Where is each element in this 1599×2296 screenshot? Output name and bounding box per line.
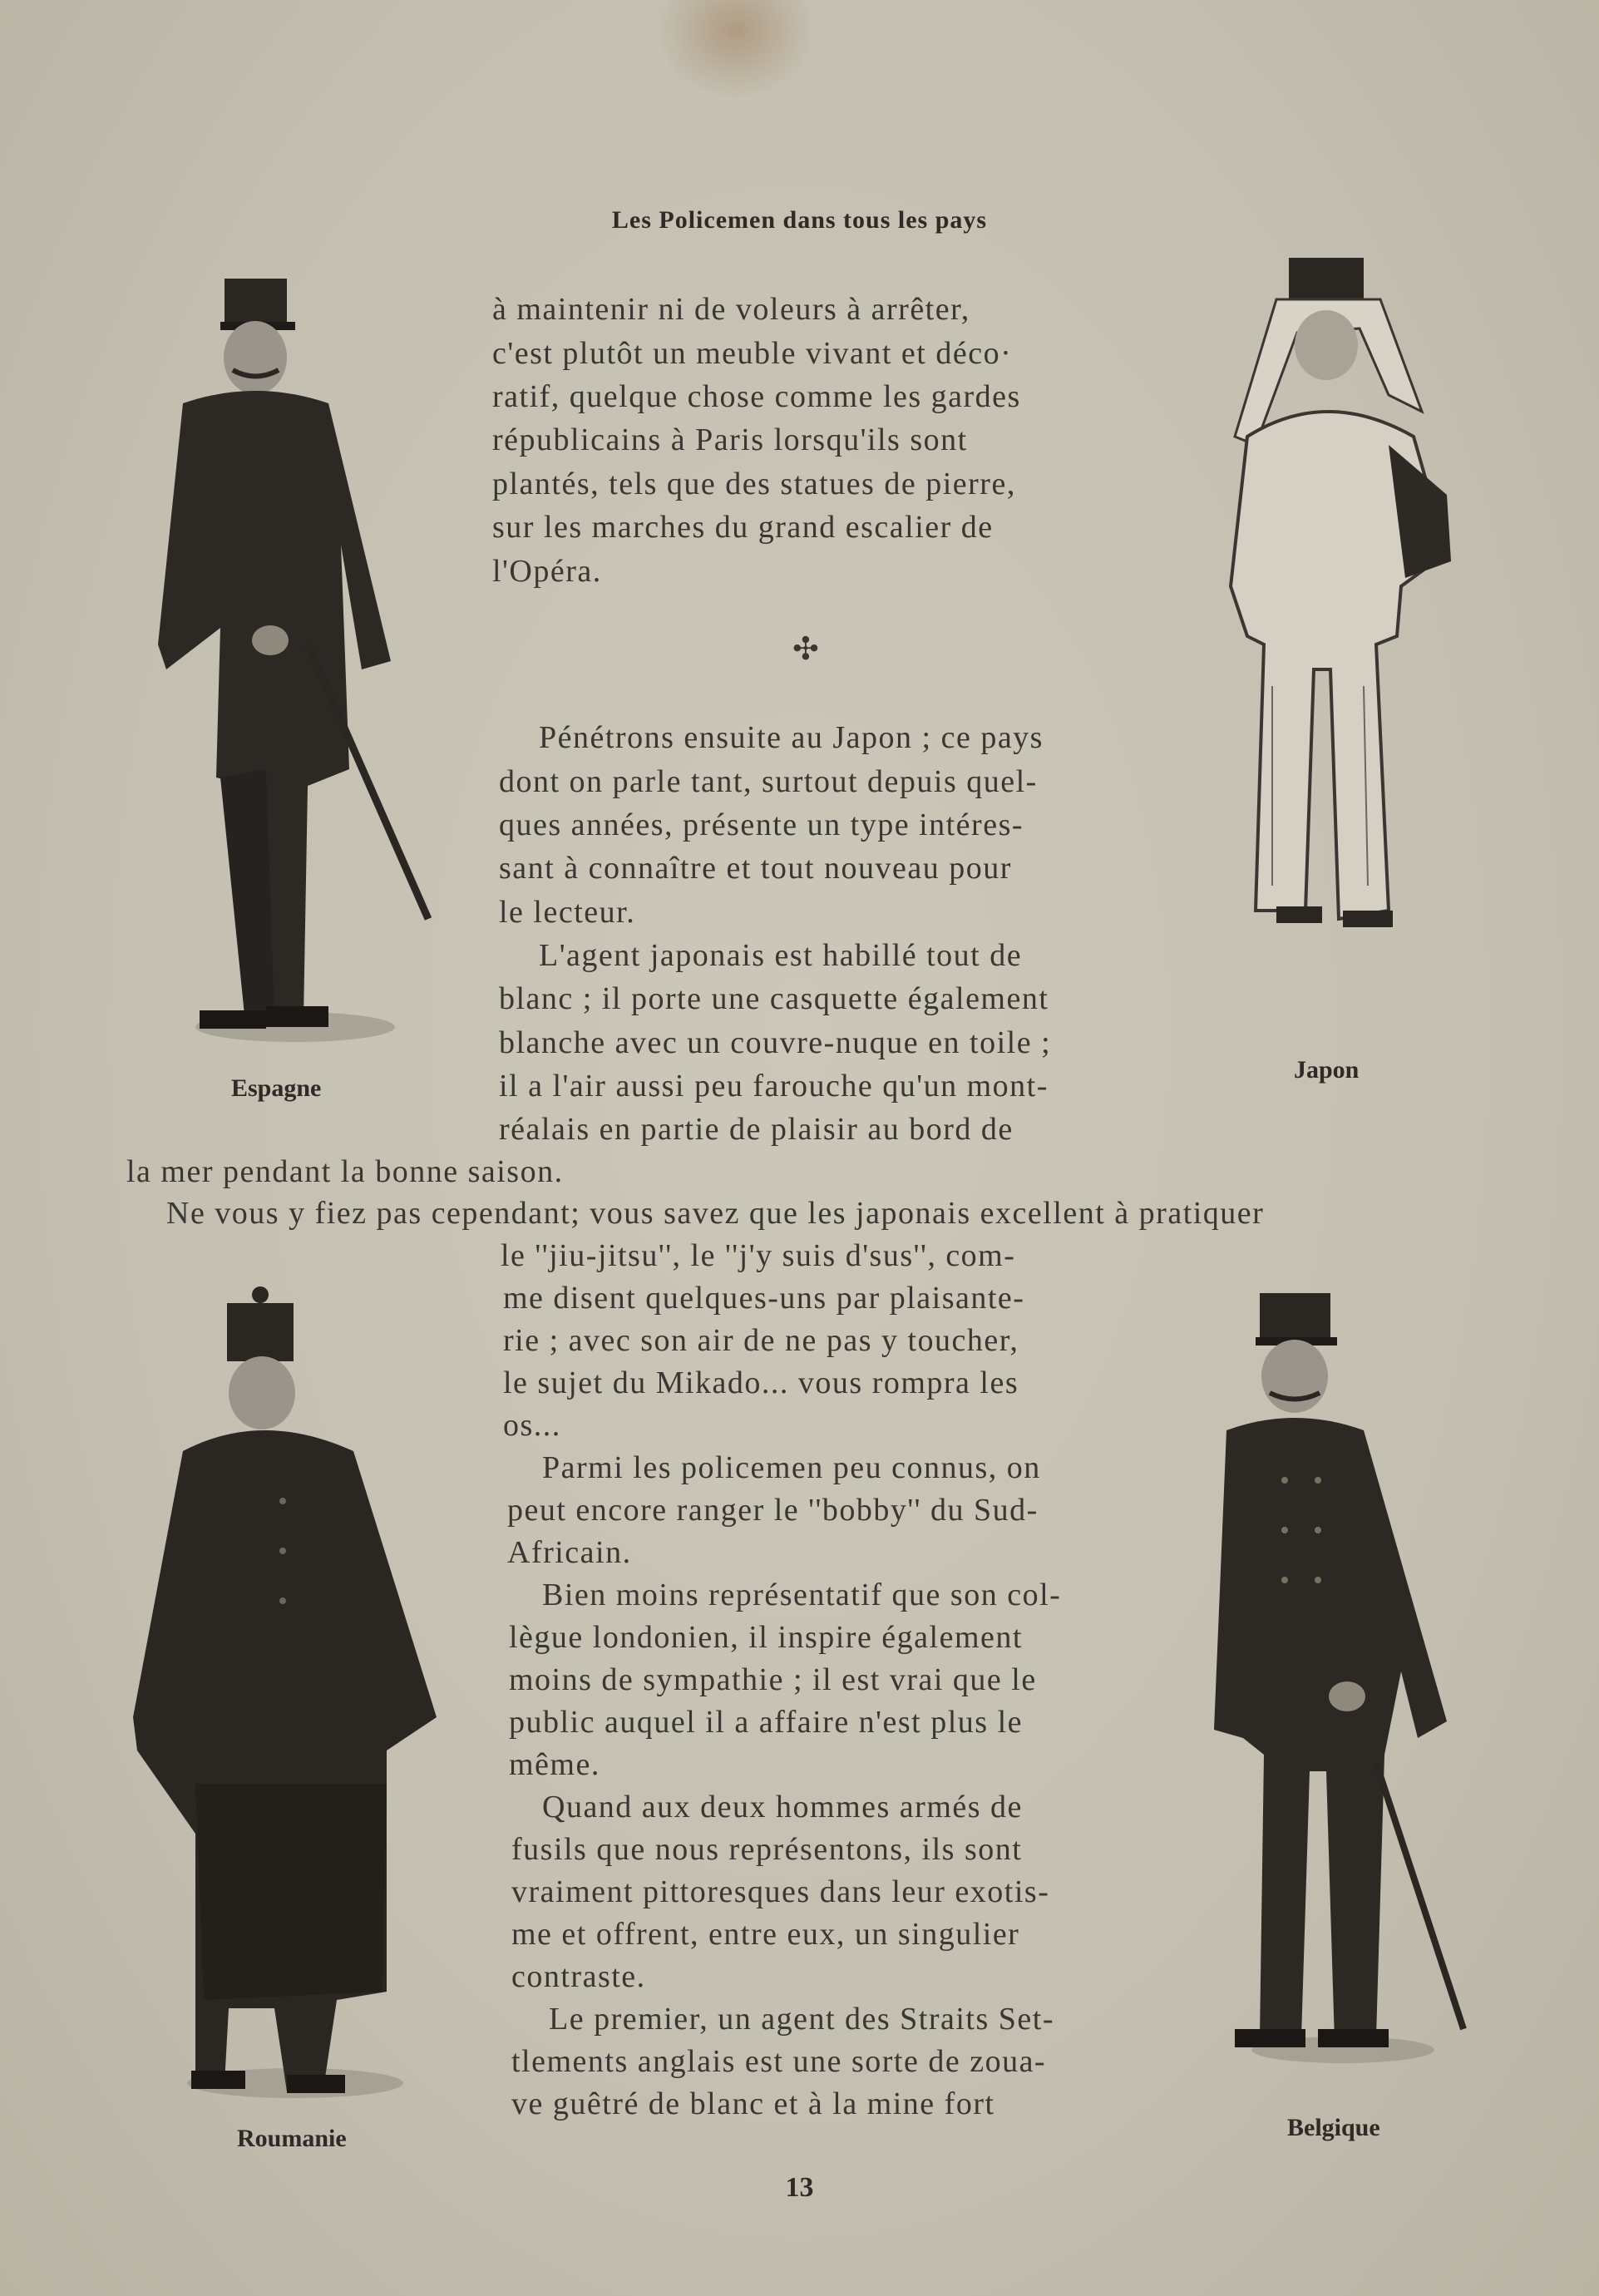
text-line: le sujet du Mikado... vous rompra les — [503, 1365, 1019, 1400]
text-line: sur les marches du grand escalier de — [492, 510, 994, 545]
text-line: me et offrent, entre eux, un singulier — [511, 1917, 1020, 1952]
text-line: le ''jiu-jitsu'', le ''j'y suis d'sus'', com- — [501, 1238, 1016, 1273]
text-line: même. — [509, 1747, 600, 1782]
caption-belgique: Belgique — [1287, 2114, 1380, 2141]
text-line: ques années, présente un type intéres- — [499, 807, 1024, 842]
paper-stain — [657, 0, 815, 100]
text-line: peut encore ranger le ''bobby'' du Sud- — [507, 1493, 1039, 1528]
section-ornament: ✣ — [792, 630, 819, 667]
text-line: Le premier, un agent des Straits Set- — [549, 2002, 1054, 2037]
caption-roumanie: Roumanie — [237, 2125, 347, 2152]
caption-japon: Japon — [1294, 1056, 1360, 1084]
text-line: réalais en partie de plaisir au bord de — [499, 1112, 1014, 1147]
text-line: os... — [503, 1408, 561, 1443]
text-line: le lecteur. — [499, 895, 636, 930]
caption-espagne: Espagne — [231, 1074, 322, 1102]
text-line: contraste. — [511, 1959, 646, 1994]
policeman-spain-illustration — [150, 270, 432, 1060]
text-line: public auquel il a affaire n'est plus le — [509, 1705, 1024, 1740]
text-line: Bien moins représentatif que son col- — [542, 1578, 1062, 1612]
text-line: tlements anglais est une sorte de zoua- — [511, 2044, 1047, 2079]
text-line: lègue londonien, il inspire également — [509, 1620, 1023, 1655]
page-number: 13 — [785, 2172, 814, 2203]
text-line: ratif, quelque chose comme les gardes — [492, 379, 1021, 414]
text-line: la mer pendant la bonne saison. — [126, 1154, 564, 1189]
text-line: Ne vous y fiez pas cependant; vous savez que les japonais excellent à pratiquer — [166, 1196, 1265, 1231]
text-line: Pénétrons ensuite au Japon ; ce pays — [539, 720, 1044, 755]
text-line: ve guêtré de blanc et à la mine fort — [511, 2086, 995, 2121]
text-line: me disent quelques-uns par plaisante- — [503, 1281, 1025, 1316]
policeman-japan-illustration — [1197, 254, 1463, 1019]
policeman-belgium-illustration — [1210, 1289, 1476, 2079]
text-line: moins de sympathie ; il est vrai que le — [509, 1662, 1037, 1697]
text-line: dont on parle tant, surtout depuis quel- — [499, 764, 1038, 799]
text-line: fusils que nous représentons, ils sont — [511, 1832, 1023, 1867]
text-line: blanche avec un couvre-nuque en toile ; — [499, 1025, 1052, 1060]
text-line: sant à connaître et tout nouveau pour — [499, 851, 1012, 886]
text-line: Africain. — [507, 1535, 632, 1570]
text-line: à maintenir ni de voleurs à arrêter, — [492, 292, 970, 327]
policeman-romania-illustration — [129, 1285, 453, 2108]
text-line: vraiment pittoresques dans leur exotis- — [511, 1874, 1050, 1909]
running-header: Les Policemen dans tous les pays — [611, 206, 988, 234]
text-line: Parmi les policemen peu connus, on — [542, 1450, 1041, 1485]
text-line: républicains à Paris lorsqu'ils sont — [492, 422, 968, 457]
text-line: Quand aux deux hommes armés de — [542, 1790, 1023, 1824]
text-line: plantés, tels que des statues de pierre, — [492, 467, 1016, 501]
text-line: c'est plutôt un meuble vivant et déco· — [492, 336, 1013, 371]
text-line: il a l'air aussi peu farouche qu'un mont- — [499, 1069, 1049, 1104]
text-line: blanc ; il porte une casquette également — [499, 981, 1049, 1016]
text-line: rie ; avec son air de ne pas y toucher, — [503, 1323, 1019, 1358]
text-line: l'Opéra. — [492, 554, 602, 589]
text-line: L'agent japonais est habillé tout de — [539, 938, 1023, 973]
